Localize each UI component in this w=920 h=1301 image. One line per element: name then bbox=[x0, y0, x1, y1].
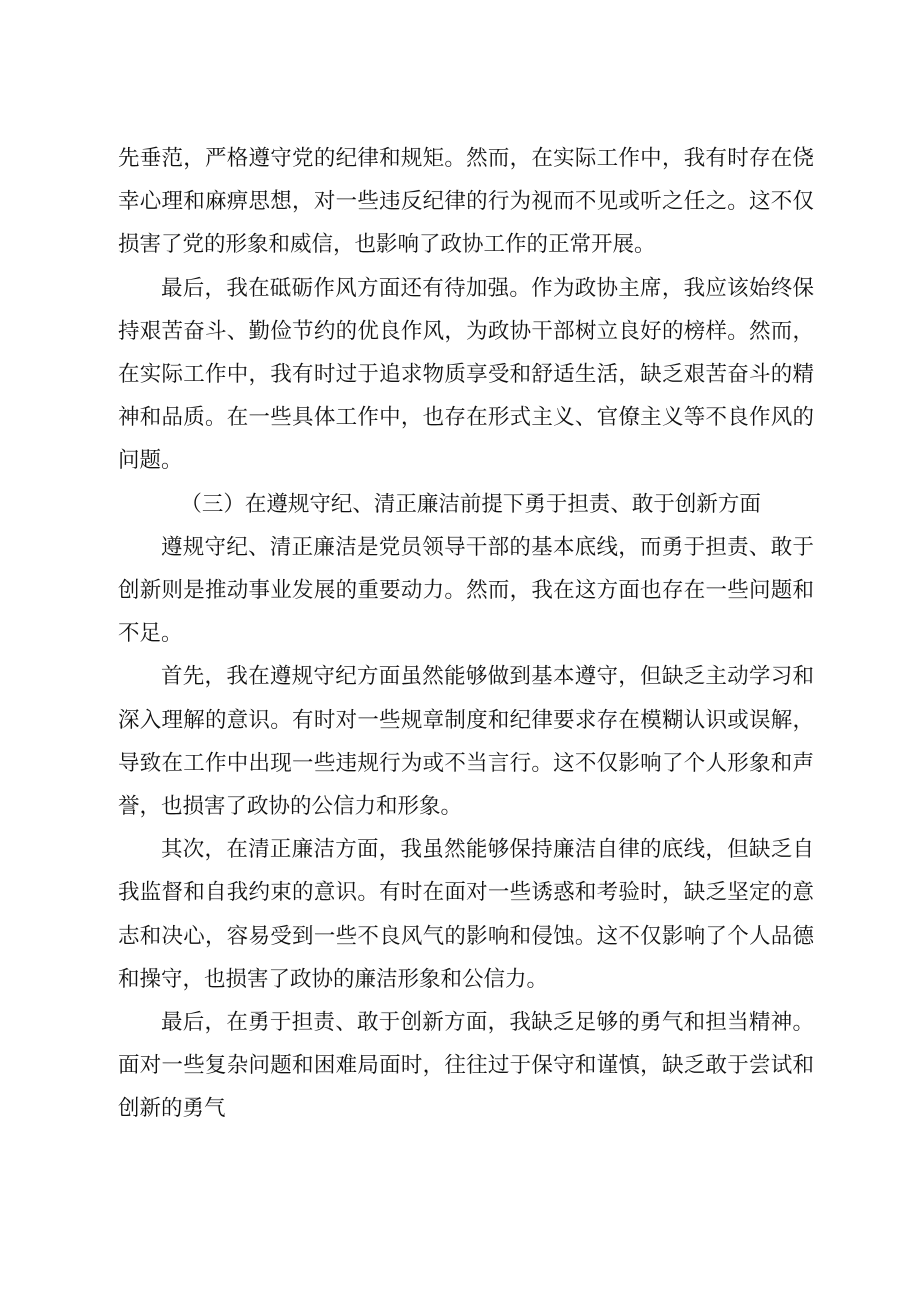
paragraph-style-improvement: 最后，我在砥砺作风方面还有待加强。作为政协主席，我应该始终保持艰苦奋斗、勤俭节约的优良作风，为政协干部树立良好的榜样。然而，在实际工作中，我有时过于追求物质享受和舒适生活，缺乏艰苦奋斗的精神和品质。在一些具体工作中，也存在形式主义、官僚主义等不良作风的问题。 bbox=[118, 275, 814, 474]
section-heading-three: （三）在遵规守纪、清正廉洁前提下勇于担责、敢于创新方面 bbox=[180, 491, 761, 517]
paragraph-continuation: 先垂范，严格遵守党的纪律和规矩。然而，在实际工作中，我有时存在侥幸心理和麻痹思想，对一些违反纪律的行为视而不见或听之任之。这不仅损害了党的形象和威信，也影响了政协工作的正常开展。 bbox=[118, 146, 814, 258]
paragraph-innovation: 最后，在勇于担责、敢于创新方面，我缺乏足够的勇气和担当精神。面对一些复杂问题和困难局面时，往往过于保守和谨慎，缺乏敢于尝试和创新的勇气 bbox=[118, 1010, 814, 1122]
paragraph-discipline: 首先，我在遵规守纪方面虽然能够做到基本遵守，但缺乏主动学习和深入理解的意识。有时对一些规章制度和纪律要求存在模糊认识或误解，导致在工作中出现一些违规行为或不当言行。这不仅影响了个人形象和声誉，也损害了政协的公信力和形象。 bbox=[118, 664, 814, 820]
paragraph-section-intro: 遵规守纪、清正廉洁是党员领导干部的基本底线，而勇于担责、敢于创新则是推动事业发展的重要动力。然而，我在这方面也存在一些问题和不足。 bbox=[118, 534, 814, 647]
document-body bbox=[118, 137, 814, 1131]
paragraph-integrity: 其次，在清正廉洁方面，我虽然能够保持廉洁自律的底线，但缺乏自我监督和自我约束的意识。有时在面对一些诱惑和考验时，缺乏坚定的意志和决心，容易受到一些不良风气的影响和侵蚀。这不仅影响了个人品德和操守，也损害了政协的廉洁形象和公信力。 bbox=[118, 837, 814, 992]
